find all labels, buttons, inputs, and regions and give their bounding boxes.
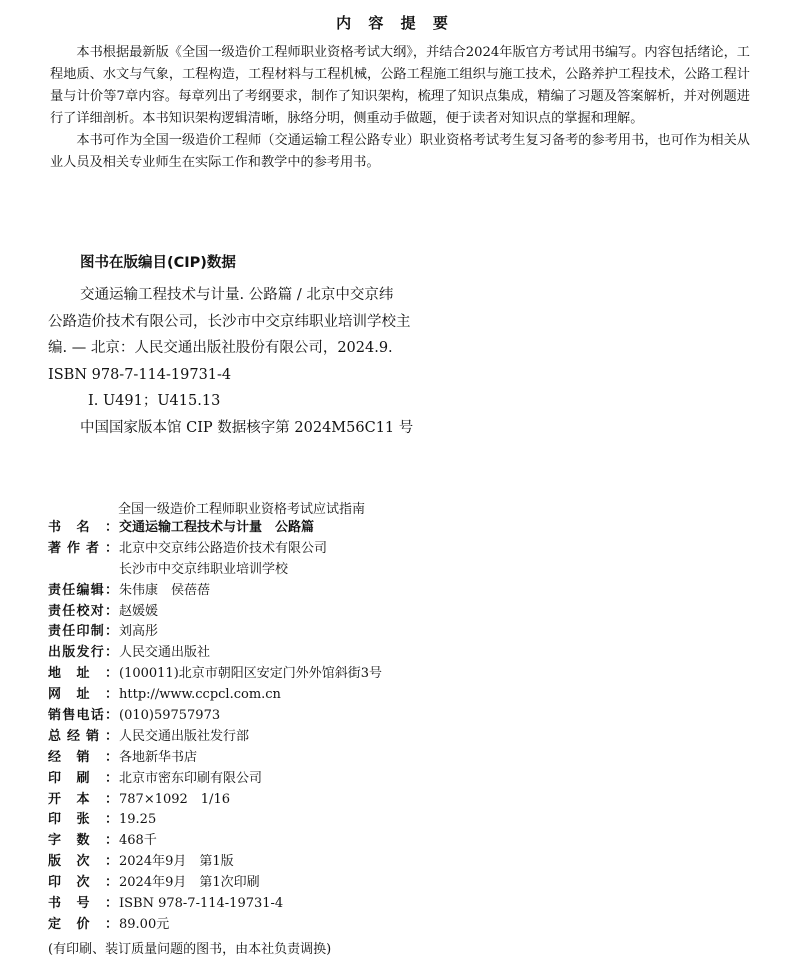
- info-row: [48, 622, 698, 643]
- info-value: 787×1092 1/16: [119, 791, 230, 807]
- cip-author-line: 公路造价技术有限公司，长沙市中交京纬职业培训学校主: [48, 313, 411, 330]
- info-label: 出 版 发 行 ：: [48, 645, 118, 661]
- info-label: 印 次 ：: [48, 875, 118, 891]
- info-label: 版 次 ：: [48, 854, 118, 870]
- info-label: 责 任 校 对 ：: [48, 603, 118, 619]
- info-row: [48, 748, 698, 769]
- info-row: [48, 831, 698, 852]
- info-value: 长沙市中交京纬职业培训学校: [119, 561, 289, 577]
- info-value: 朱伟康 侯蓓蓓: [119, 582, 211, 598]
- info-value: (100011)北京市朝阳区安定门外外馆斜街3号: [119, 666, 383, 682]
- info-label: 书 号 ：: [48, 896, 118, 912]
- info-value: 北京市密东印刷有限公司: [119, 770, 263, 786]
- info-row: [48, 602, 698, 623]
- cip-publisher-line: 编. — 北京：人民交通出版社股份有限公司，2024.9.: [48, 340, 393, 357]
- info-value: 2024年9月 第1次印刷: [119, 875, 260, 891]
- info-row: [48, 790, 698, 811]
- info-row: [48, 539, 698, 560]
- info-value: 交通运输工程技术与计量 公路篇: [119, 520, 315, 535]
- cip-isbn: ISBN 978-7-114-19731-4: [48, 366, 232, 383]
- info-label: 定 价 ：: [48, 916, 118, 932]
- quality-note: (有印刷、装订质量问题的图书，由本社负责调换): [48, 942, 332, 957]
- cip-classification: Ⅰ. U491；U415.13: [88, 393, 221, 410]
- info-label: 印 刷 ：: [48, 770, 118, 786]
- info-row: [48, 769, 698, 790]
- cip-title-line: 交通运输工程技术与计量. 公路篇 / 北京中交京纬: [80, 287, 394, 303]
- info-label: 网 址 ：: [48, 687, 118, 703]
- summary-paragraph-1: 本书根据最新版《全国一级造价工程师职业资格考试大纲》，并结合2024年版官方考试用书编写。内容包括绪论，工程地质、水文与气象，工程构造，工程材料与工程机械，公路工程施工组织与施工技术，公路养护工程技术，公路工程计量与计价等7章内容。每章列出了考纲要求，制作了知识架构，梳理了知识点集成，精编了习题及答案解析，并对例题进行了详细剖析。本书知识架构逻辑清晰，脉络分明，侧重动手做题，便于读者对知识点的掌握和理解。: [50, 45, 750, 126]
- info-value: 人民交通出版社: [119, 645, 211, 661]
- info-row: [48, 581, 698, 602]
- info-value: 北京中交京纬公路造价技术有限公司: [119, 540, 328, 556]
- cip-record: [48, 282, 508, 442]
- info-value: (010)59757973: [119, 708, 221, 724]
- info-value: http://www.ccpcl.com.cn: [119, 687, 281, 703]
- info-value: 2024年9月 第1版: [119, 854, 234, 870]
- series-name: 全国一级造价工程师职业资格考试应试指南: [118, 502, 366, 517]
- info-value: ISBN 978-7-114-19731-4: [119, 896, 284, 912]
- summary-paragraph-2: 本书可作为全国一级造价工程师（交通运输工程公路专业）职业资格考试考生复习备考的参考用书，也可作为相关从业人员及相关专业师生在实际工作和教学中的参考用书。: [50, 133, 750, 170]
- info-label: 开 本 ：: [48, 791, 118, 807]
- info-value: 赵媛媛: [119, 603, 159, 619]
- publication-info-list: [48, 518, 698, 936]
- info-row: [48, 560, 698, 581]
- summary-section: [50, 42, 750, 174]
- info-value: 89.00元: [119, 916, 170, 932]
- info-label: 字 数 ：: [48, 833, 118, 849]
- info-row: [48, 706, 698, 727]
- info-row: [48, 727, 698, 748]
- info-label: 书 名 ：: [48, 520, 118, 535]
- info-row: [48, 664, 698, 685]
- info-row: [48, 810, 698, 831]
- info-label: 地 址 ：: [48, 666, 118, 682]
- info-row: [48, 685, 698, 706]
- info-label: 责 任 印 制 ：: [48, 624, 118, 640]
- cip-heading: 图书在版编目(CIP)数据: [80, 255, 236, 271]
- info-row: [48, 852, 698, 873]
- info-value: 刘高彤: [119, 624, 159, 640]
- summary-title: 内 容 提 要: [336, 14, 454, 32]
- info-label: 经 销 ：: [48, 749, 118, 765]
- info-value: 19.25: [119, 812, 157, 828]
- info-label: 销 售 电 话 ：: [48, 708, 118, 724]
- info-row: [48, 518, 698, 539]
- info-label: 著 作 者 ：: [48, 540, 118, 556]
- info-label: 总 经 销 ：: [48, 728, 118, 744]
- info-row: [48, 894, 698, 915]
- info-row: [48, 873, 698, 894]
- info-label: 印 张 ：: [48, 812, 118, 828]
- cip-verification: 中国国家版本馆 CIP 数据核字第 2024M56C11 号: [80, 419, 414, 436]
- info-value: 468千: [119, 833, 157, 849]
- info-row: [48, 643, 698, 664]
- info-value: 各地新华书店: [119, 749, 198, 765]
- info-row: [48, 915, 698, 936]
- info-label: 责 任 编 辑 ：: [48, 582, 118, 598]
- info-value: 人民交通出版社发行部: [119, 728, 250, 744]
